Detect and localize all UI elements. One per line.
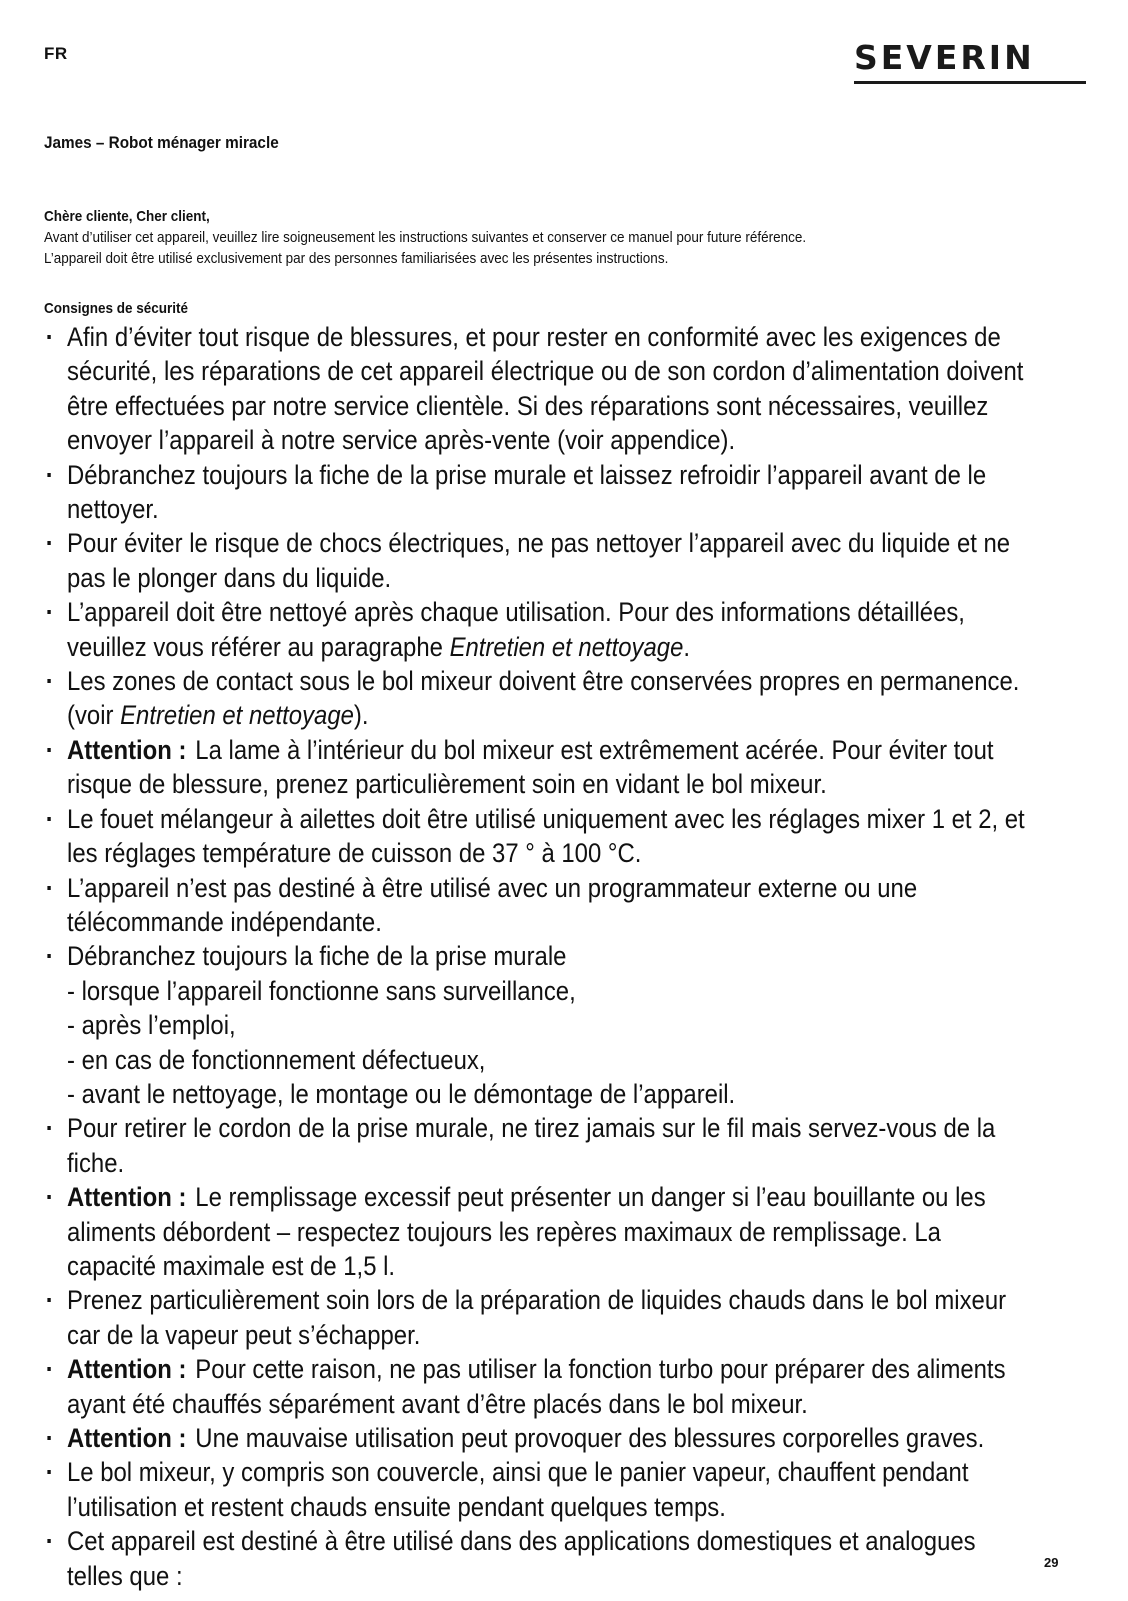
attention-label: Attention : [67,734,187,765]
safety-item [44,526,1035,595]
safety-item [44,871,1035,940]
safety-item-text-end: . [683,631,691,662]
safety-sub-item: - avant le nettoyage, le montage ou le démontage de l’appareil. [67,1078,736,1109]
safety-item [44,664,1035,733]
safety-item-text: La lame à l’intérieur du bol mixeur est extrêmement acérée. Pour éviter tout risque de blessure, prenez particulièrement soin en vidant le bol mixeur. [67,734,994,800]
safety-item-text: Pour cette raison, ne pas utiliser la fonction turbo pour préparer des aliments ayant été chauffés séparément avant d’être placés dans le bol mixeur. [67,1354,1006,1419]
section-reference: Entretien et nettoyage [449,631,684,662]
safety-item-text: Pour retirer le cordon de la prise murale, ne tirez jamais sur le fil mais servez-vous de la fiche. [67,1113,996,1178]
safety-item-text: Pour éviter le risque de chocs électriques, ne pas nettoyer l’appareil avec du liquide et ne pas le plonger dans du liquide. [67,528,1011,593]
attention-label: Attention : [67,1423,187,1453]
attention-label: Attention : [67,1354,187,1385]
safety-item-text: L’appareil n’est pas destiné à être utilisé avec un programmateur externe ou une télécommande indépendante. [67,872,918,937]
safety-item-text: Le remplissage excessif peut présenter un danger si l’eau bouillante ou les aliments débordent – respectez toujours les repères maximaux de remplissage. La capacité maximale est de 1,5 l. [67,1182,986,1281]
safety-item-text: Débranchez toujours la fiche de la prise murale [67,941,567,972]
safety-item [44,1283,1035,1352]
intro-block [44,206,1034,269]
safety-item-text: Une mauvaise utilisation peut provoquer des blessures corporelles graves. [195,1423,985,1453]
safety-item-text: L’appareil doit être nettoyé après chaque utilisation. Pour des informations détaillées, veuillez vous référer au paragraphe [67,597,965,662]
safety-item-text: Le bol mixeur, y compris son couvercle, ainsi que le panier vapeur, chauffent pendant l’utilisation et restent chauds ensuite pendant quelques temps. [67,1457,969,1522]
intro-line: L’appareil doit être utilisé exclusivement par des personnes familiarisées avec les présentes instructions. [44,250,669,267]
safety-item-text: Le fouet mélangeur à ailettes doit être utilisé uniquement avec les réglages mixer 1 et 2, et les réglages température de cuisson de 37 ° à 100 °C. [67,803,1025,869]
safety-item [44,1111,1035,1180]
greeting: Chère cliente, Cher client, [44,208,210,225]
safety-item [44,320,1035,458]
document-title: James – Robot ménager miracle [44,133,279,152]
safety-item [44,733,1035,802]
safety-item-text: Prenez particulièrement soin lors de la préparation de liquides chauds dans le bol mixeur car de la vapeur peut s’échapper. [67,1285,1007,1350]
safety-item [44,802,1035,871]
safety-heading: Consignes de sécurité [44,300,189,317]
safety-item-text: Cet appareil est destiné à être utilisé dans des applications domestiques et analogues telles que : [67,1526,976,1591]
logo-underline [854,81,1086,84]
safety-item [44,939,1035,1111]
page-number: 29 [1044,1555,1059,1570]
safety-item [44,595,1035,664]
safety-item [44,1180,1035,1283]
safety-item-text: Débranchez toujours la fiche de la prise murale et laissez refroidir l’appareil avant de le nettoyer. [67,459,987,525]
safety-sub-item: - lorsque l’appareil fonctionne sans surveillance, [67,975,576,1006]
safety-list [44,320,1035,1593]
safety-sub-item: - en cas de fonctionnement défectueux, [67,1044,486,1075]
safety-item [44,458,1035,527]
section-reference: Entretien et nettoyage [120,700,354,731]
safety-item [44,1455,1035,1524]
language-code: FR [44,44,68,63]
safety-item-text-end: ). [353,700,369,731]
safety-item [44,1524,1035,1593]
brand-name: SEVERIN [854,38,1035,77]
safety-item-text: Afin d’éviter tout risque de blessures, et pour rester en conformité avec les exigences de sécurité, les réparations de cet appareil électrique ou de son cordon d’alimentation doivent être effectuées par notre service clientèle. Si des réparations sont nécessaires, veuillez envoyer l’appareil à notre service après-vente (voir appendice). [67,322,1024,456]
severin-logo [854,40,1086,84]
safety-item [44,1421,1035,1455]
safety-sub-item: - après l’emploi, [67,1010,236,1041]
safety-item [44,1352,1035,1421]
safety-item-text: Les zones de contact sous le bol mixeur doivent être conservées propres en permanence. (voir [67,666,1020,731]
attention-label: Attention : [67,1182,187,1213]
intro-line: Avant d’utiliser cet appareil, veuillez lire soigneusement les instructions suivantes et conserver ce manuel pour future référence. [44,229,807,246]
